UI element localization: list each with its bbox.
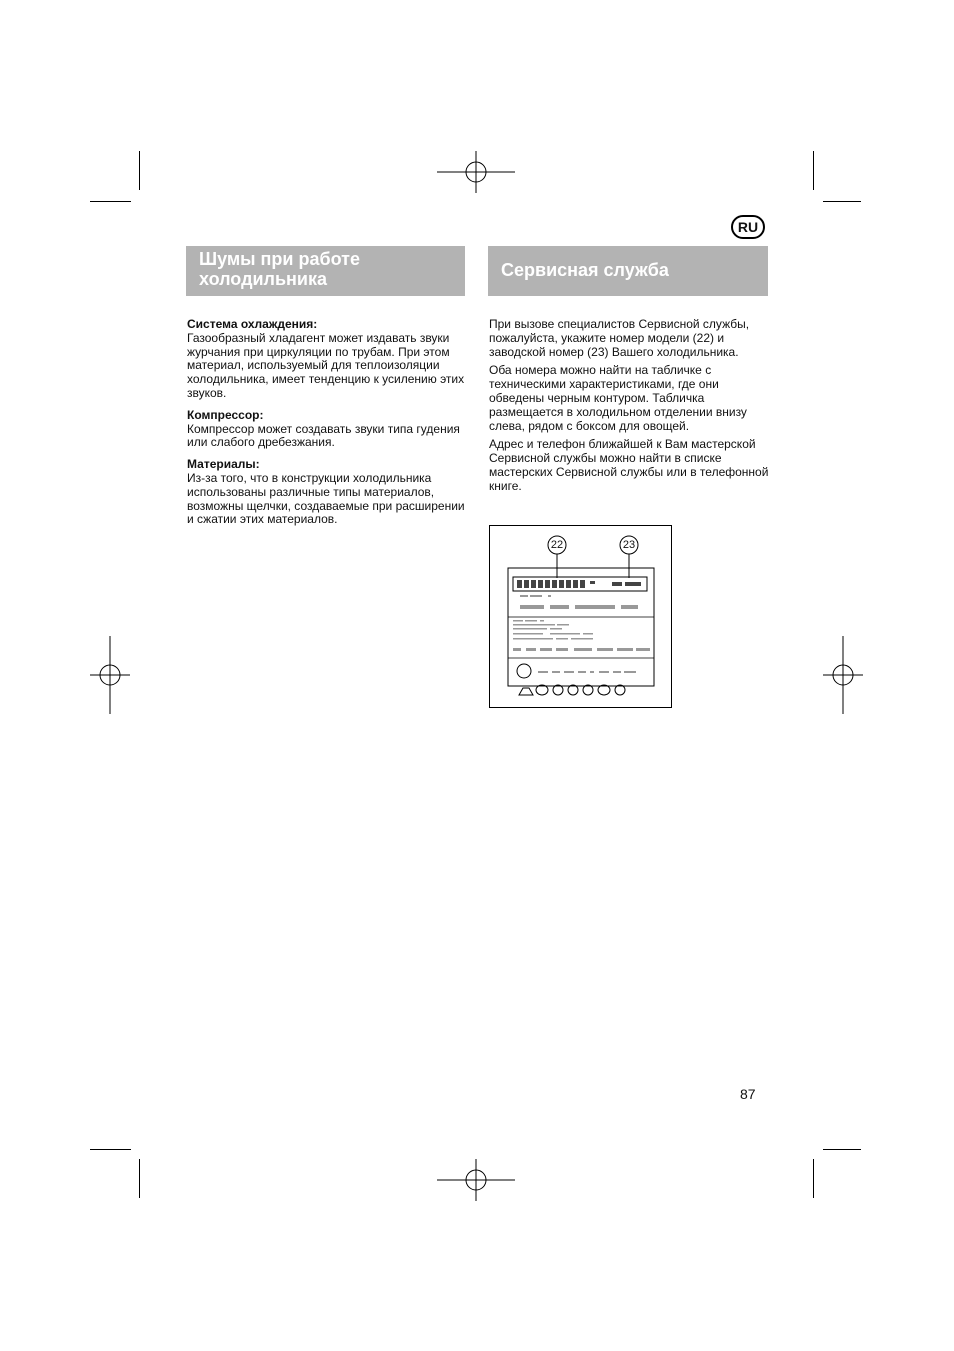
section-title-service: Сервисная служба <box>488 246 768 296</box>
callout-model-number: 22 <box>550 539 564 551</box>
callout-serial-number: 23 <box>622 539 636 551</box>
crop-mark <box>823 1149 861 1150</box>
rating-plate-figure <box>489 525 672 708</box>
item-text: Компрессор может создавать звуки типа гудения или слабого дребезжания. <box>187 421 460 450</box>
service-paragraph: Адрес и телефон ближайшей к Вам мастерской Сервисной службы можно найти в списке мастерских Сервисной службы или в телефонной книге. <box>489 437 769 493</box>
item-heading: Материалы: <box>187 457 260 472</box>
registration-mark-top <box>437 151 515 193</box>
crop-mark <box>823 201 861 202</box>
rating-plate-illustration <box>490 526 671 707</box>
crop-mark <box>90 1149 131 1150</box>
crop-mark <box>813 151 814 190</box>
crop-mark <box>813 1159 814 1198</box>
registration-mark-left <box>90 636 130 714</box>
item-text: Газообразный хладагент может издавать звуки журчания при циркуляции по трубам. При этом материал, используемый для теплоизоляции холодильника, имеет тенденцию к усилению этих звуков. <box>187 330 465 400</box>
registration-mark-bottom <box>437 1159 515 1201</box>
item-heading: Система охлаждения: <box>187 317 318 331</box>
crop-mark <box>139 151 140 190</box>
registration-mark-right <box>823 636 863 714</box>
section-title-noises <box>186 246 465 296</box>
section-title-line: Шумы при работе <box>199 249 360 269</box>
noises-section-body <box>187 318 467 532</box>
item-heading: Компрессор: <box>187 407 264 422</box>
item-text: Из-за того, что в конструкции холодильника использованы различные типы материалов, возможны щелчки, создаваемые при расширении и сжатии этих материалов. <box>187 470 465 527</box>
service-paragraph: Оба номера можно найти на табличке с техническими характеристиками, где они обведены черным контуром. Табличка размещается в холодильном отделении внизу слева, рядом с боксом для овощей. <box>489 363 747 433</box>
crop-mark <box>139 1159 140 1198</box>
language-badge: RU <box>731 215 765 239</box>
crop-mark <box>90 201 131 202</box>
service-section-body <box>489 318 769 499</box>
section-title-line: холодильника <box>199 269 328 289</box>
service-paragraph: При вызове специалистов Сервисной службы, пожалуйста, укажите номер модели (22) и заводской номер (23) Вашего холодильника. <box>489 317 750 359</box>
page-number: 87 <box>740 1086 756 1102</box>
